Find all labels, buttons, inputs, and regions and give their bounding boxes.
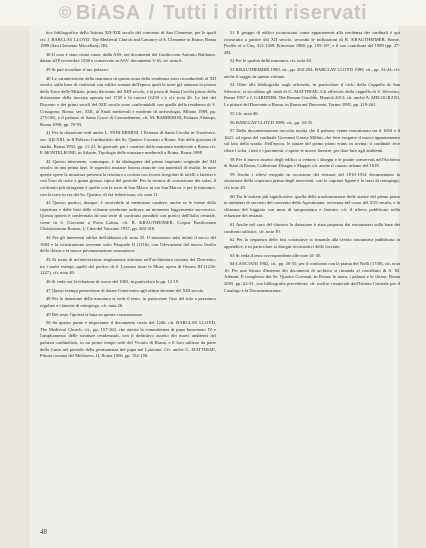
- footnote-paragraph: 64 LANCIANI 1902, cit., pp. 30-35; per il confronto con la pianta del Nolli (1748), cfr. nota 16. Per una lettura d'insieme dei documenti di archivio si rimanda al contributo di A. M. Affanni, Il complesso dei Ss. Quattro Coronati, in Roma: le mura, i palazzi e le chiese, Roma 2005, pp. 22-31, con bibliografia precedente; cfr. inoltre i materiali dell'Istituto Centrale per il Catalogo e la Documentazione.: [224, 261, 400, 293]
- footnote-paragraph: 50 Su questo punto è importante il documento citato del 1246, cfr. BARCLAY LLOYD, The Medieval Church, cit., pp. 157-163, che attesta la committenza di papa Innocenzo IV e l'ampliamento delle strutture residenziali, con il definitivo assetto dei nuovi ambienti del palazzo cardinalizio, in un primo tempo sede del Vicario di Roma, e il loro utilizzo da parte della Curia nel periodo della permanenza del papa nel Laterano. Cfr. anche G. MATTHIAE, Pittura romana del Medioevo, II, Roma 1966, pp. 152-158.: [40, 320, 216, 359]
- footnote-paragraph: 45 Si tratta di un'intersezione ampiamente attestata nell'architettura romana del Duecento; tra i molti esempi, quelli del portico di S. Lorenzo fuori le Mura, opera di Onorio III (1216-1227), cfr. nota 40.: [40, 257, 216, 276]
- footnotes-left-column: [40, 30, 216, 510]
- watermark-banner: [0, 0, 426, 26]
- watermark-brand: BiASA: [75, 1, 141, 24]
- footnote-paragraph: 41 Per la datazione vedi anche L. PANI ERMINI, I Palazzo di Santa Cecilia in Trastevere, sec. XII-XIII, in Il Palazzo Cardinalizio dei Ss. Quattro Coronati a Roma. Atti della giornata di studio, Roma 1992, pp. 11-21. In generale per i caratteri della muratura medievale a Roma cfr. P. MONTELEONE, in Atlante, Tipologia delle murature medievali a Roma, Roma 1998.: [40, 130, 216, 156]
- footnote-paragraph: 59 Anche i rilievi eseguiti in occasione dei restauri del 1910-1914 documentano la situazione della copertura prima degli interventi, con le capriate lignee e le travi di reimpiego, cfr. nota 45.: [224, 171, 400, 190]
- book-page: [30, 0, 398, 548]
- footnote-paragraph: 40 Le caratteristiche della muratura in questa zona della residenza sono riconducibili al XII secolo, sulla base di confronti con edifici romani dell'epoca quali la torre già annessa in piazza della Torre delle Milizie, primo decennio del XIII secolo, e la porta di Santa Cecilia prima della distruzione della facciata operata nel 1725 e le carceri (1250 c.); cfr. nota 26. Le fasi del Ducento e dei primi secoli del XIII secolo sono confrontabili con quelle della residenza di S. Crisogono, Roma, sec. XIII, in Studi medievali e moderni di archeologia, Milano 1989, pp. 275-305, e il palazzo di Santa Croce di Gerusalemme, cfr. M. BARBERINI, Palazzo Altemps, Roma 1999, pp. 70-93.: [40, 75, 216, 127]
- footnote-paragraph: 60 Tra le notizie più significative, quella della trasformazione delle stanze del primo piano in ambienti di servizio del convento delle Agostiniane, avvenuta nel corso del XVI secolo, e la chiusura del loggiato con muri di tamponatura e finestre; cfr. il rilievo pubblicato nella relazione dei restauri.: [224, 193, 400, 219]
- footnote-paragraph: 56 BARCLAY LLOYD 1989, cit., pp. 34-35.: [230, 119, 314, 125]
- footnote-paragraph: 38 Il caso è stato citato come, dalla ASS, nei documenti del Guidiccioni Antonio Balduino, datato all'8 novembre 1550 e conservato in ASV, documento 3-16, cfr. nota 6.: [40, 51, 216, 64]
- footnote-paragraph: 54 Oltre alla bibliografia sugli affreschi, in particolare il ciclo della Cappella di San Silvestro, si ricordano gli studi di G. MATTHIAE, Gli affreschi della cappella di S. Silvestro, Roma 1957 e J. GARDNER, The Roman Crucible, Munich 2013; cfr. anche A. MELOGRANI, Le pitture del Duecento a Roma, in Roma nel Duecento, Torino 1991, pp. 219-261.: [224, 82, 400, 108]
- footnotes-right-column: [224, 30, 400, 510]
- footnote-paragraph: 42 Questo intervento, comunque, è da distinguere dal primo impianto originale del XII secolo: in una prima fase, le superfici murarie furono risarcite con materiali di risulta. In tutte queste opere la muratura presenta la tessitura a cortina con ricorsi irregolari di tufelli e laterizi e con l'uso di calce a grana grossa, tipica del periodo. Per la tecnica di costruzione dei solai, il confronto più stringente è quello con la torre di San Marco in via San Marco, e per le murature, con la torre in via dei Ss. Quattro, di età federiciana, cfr. nota 11.: [40, 158, 216, 197]
- footnote-paragraph: 46 Si veda ora la relazione di scavo del 1983, in particolare le pp. 12-19.: [46, 278, 180, 284]
- footnote-paragraph: 55 Cfr. nota 40.: [230, 110, 259, 116]
- footnote-paragraph: 49 Del resto l'ipotesi si basa su questa constatazione.: [46, 311, 143, 317]
- watermark-notice: Tutti i diritti riservati: [162, 1, 368, 24]
- footnote-paragraph: 62 Per la sequenza delle fasi costruttive si rimanda alla tavola riassuntiva pubblicata in appendice, e in particolare ai disegni ricostruttivi delle facciate.: [224, 237, 400, 249]
- footnote-paragraph: 53 KRAUTHEIMER 1980, cit., pp. 203-204; BARCLAY LLOYD 1989, cit., pp. 33-44; cfr. anche il saggio in questo volume.: [224, 67, 400, 79]
- page-number: 48: [40, 528, 47, 536]
- footnote-paragraph: tico bibliografico dello Istituto XII-XIII secolo del convento di San Clemente, per le quali cfr. J. BARCLAY LLOYD, The Medieval Church and Canonry of S. Clemente in Rome, Roma 1989 (San Clemente Miscellany, III).: [40, 30, 216, 49]
- footnote-paragraph: 51 Il gruppo di edifici riconosciuti come appartenenti alla residenza dei cardinali è qui ricostruito a partire dal XII secolo, secondo le indicazioni di R. KRAUTHEIMER, Rome. Profile of a City, 312-1308, Princeton 1980, pp. 195-197, e il suo contributo del 1989 (pp. 27-28).: [224, 30, 400, 55]
- footnote-paragraph: 57 Dalla documentazione raccolta risulta che il palazzo venne ristrutturato tra il 1604 e il 1621, ad opera del cardinale Giovanni Garzia Millini, che fece eseguire il nuovo appartamento sul lato della strada. Nell'epoca, le stanze del primo piano erano in rovina; il cardinale fece rifare i solai, i tetti e i pavimenti, e aprire le nuove finestre, per dare luce agli ambienti.: [224, 128, 400, 153]
- library-seal-icon: ©: [58, 3, 72, 22]
- footnote-paragraph: 43 Questo portico, dunque, è ascrivibile al medesimo cantiere, anche se le forme della copertura e delle basi delle colonne sembrano indicare un momento leggermente successivo. Questa ipotesi è confermata da una serie di confronti possibili con portici dell'Italia centrale, come in S. Giovanni a Porta Latina, cfr. R. KRAUTHEIMER, Corpus Basilicarum Christianarum Romae, I, Città del Vaticano 1937, pp. 302-318.: [40, 200, 216, 232]
- footnote-paragraph: 48 Per la datazione della muratura si veda il testo, in particolare l'uso del tufo a pezzatura regolare e i laterizi di reimpiego, cfr. nota 26.: [40, 296, 216, 308]
- footnote-paragraph: 44 Per gli interventi edilizi dell'abbazia cfr. nota 35. Il monastero subì infatti il sacco del 1084 e la ricostruzione avvenne sotto Pasquale II (1116), con l'elevazione del nuovo livello della chiesa e la nuova pavimentazione cosmatesca.: [40, 235, 216, 254]
- footnote-paragraph: 58 Per il nuovo assetto degli edifici si vedano i disegni e le piante conservati nell'Archivio di Stato di Roma, Collezione Disegni e Mappe; cfr. anche il catasto urbano del 1818.: [224, 156, 400, 169]
- footnote-paragraph: 61 Anche nel caso del chiostro la datazione è stata proposta dai restauratori sulla base dei confronti stilistici, cfr. nota 39.: [224, 222, 400, 234]
- watermark-separator: /: [148, 1, 155, 24]
- footnote-paragraph: 39 Si può ricordare il suo palazzo.: [46, 67, 109, 73]
- footnote-paragraph: 47 Questi esempi permettono di datare l'intervento agli ultimi decenni del XIII secolo.: [46, 287, 205, 293]
- footnote-paragraph: 63 Si veda il testo corrispondente alle note 41-45.: [230, 252, 322, 258]
- footnote-paragraph: 52 Per le qualità della muratura, cfr. nota 40.: [230, 58, 313, 64]
